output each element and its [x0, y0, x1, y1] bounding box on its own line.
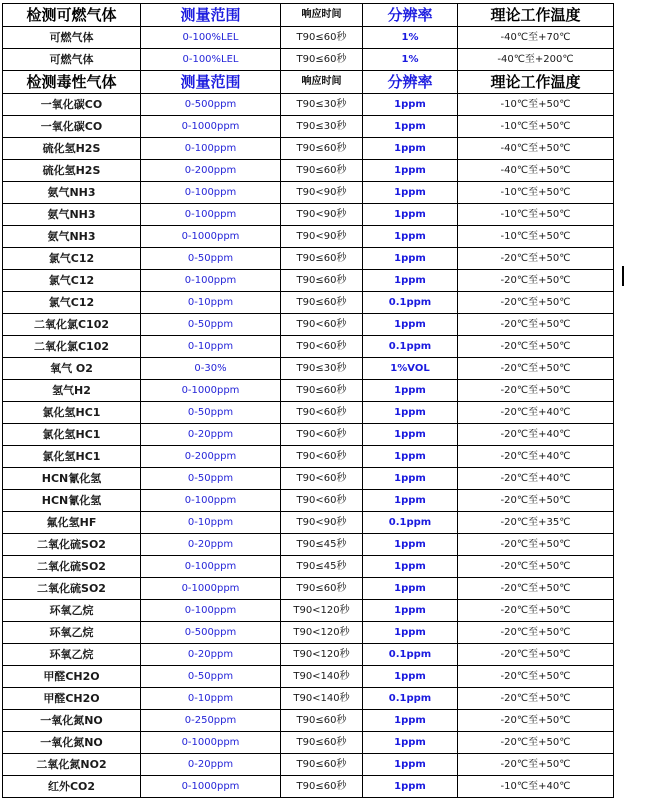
table-row: [3, 622, 614, 644]
working-temperature: -20℃至+50℃: [458, 732, 614, 754]
response-time: T90<90秒: [281, 182, 363, 204]
resolution: 1ppm: [363, 556, 458, 578]
gas-name: 氨气NH3: [3, 226, 141, 248]
working-temperature: -20℃至+50℃: [458, 248, 614, 270]
working-temperature: -40℃至+70℃: [458, 27, 614, 49]
gas-name: 氯化氢HC1: [3, 424, 141, 446]
gas-spec-table-body: [3, 4, 614, 798]
response-time: T90<60秒: [281, 424, 363, 446]
working-temperature: -10℃至+50℃: [458, 204, 614, 226]
table-row: [3, 666, 614, 688]
response-time: T90≤30秒: [281, 94, 363, 116]
measure-range: 0-250ppm: [141, 710, 281, 732]
measure-range: 0-20ppm: [141, 644, 281, 666]
gas-name: HCN氰化氢: [3, 468, 141, 490]
table-row: [3, 314, 614, 336]
measure-range: 0-500ppm: [141, 94, 281, 116]
resolution: 1ppm: [363, 732, 458, 754]
measure-range: 0-100%LEL: [141, 49, 281, 71]
gas-name: 一氧化碳CO: [3, 116, 141, 138]
working-temperature: -20℃至+50℃: [458, 292, 614, 314]
table-row: [3, 116, 614, 138]
resolution: 1ppm: [363, 446, 458, 468]
response-time: T90<90秒: [281, 226, 363, 248]
resolution: 1ppm: [363, 776, 458, 798]
measure-range: 0-100ppm: [141, 204, 281, 226]
table-row: [3, 336, 614, 358]
table-row: [3, 534, 614, 556]
table-row: [3, 204, 614, 226]
gas-name: 硫化氢H2S: [3, 160, 141, 182]
resolution: 1%: [363, 49, 458, 71]
gas-name: 红外CO2: [3, 776, 141, 798]
response-time: T90≤60秒: [281, 754, 363, 776]
measure-range: 0-1000ppm: [141, 776, 281, 798]
measure-range: 0-10ppm: [141, 336, 281, 358]
working-temperature: -20℃至+50℃: [458, 600, 614, 622]
gas-name: 二氧化硫SO2: [3, 534, 141, 556]
resolution: 1ppm: [363, 490, 458, 512]
table-row: [3, 446, 614, 468]
working-temperature: -20℃至+50℃: [458, 314, 614, 336]
gas-name: 可燃气体: [3, 49, 141, 71]
resolution: 1ppm: [363, 182, 458, 204]
table-row: [3, 226, 614, 248]
gas-name: 氨气NH3: [3, 182, 141, 204]
working-temperature: -10℃至+50℃: [458, 116, 614, 138]
response-time: T90≤30秒: [281, 358, 363, 380]
measure-range: 0-30%: [141, 358, 281, 380]
table-row: [3, 556, 614, 578]
gas-name: 一氧化碳CO: [3, 94, 141, 116]
working-temperature: -20℃至+50℃: [458, 270, 614, 292]
working-temperature: -40℃至+200℃: [458, 49, 614, 71]
header-response: 响应时间: [281, 4, 363, 27]
resolution: 1ppm: [363, 226, 458, 248]
response-time: T90<120秒: [281, 622, 363, 644]
gas-name: 氯气C12: [3, 248, 141, 270]
gas-name: 甲醛CH2O: [3, 688, 141, 710]
response-time: T90<60秒: [281, 468, 363, 490]
measure-range: 0-500ppm: [141, 622, 281, 644]
response-time: T90≤45秒: [281, 534, 363, 556]
resolution: 1ppm: [363, 754, 458, 776]
gas-name: 硫化氢H2S: [3, 138, 141, 160]
working-temperature: -20℃至+40℃: [458, 402, 614, 424]
resolution: 1ppm: [363, 402, 458, 424]
working-temperature: -40℃至+50℃: [458, 160, 614, 182]
table-row: [3, 292, 614, 314]
response-time: T90≤60秒: [281, 292, 363, 314]
working-temperature: -40℃至+50℃: [458, 138, 614, 160]
table-row: [3, 688, 614, 710]
measure-range: 0-100ppm: [141, 600, 281, 622]
table-row: [3, 732, 614, 754]
resolution: 1ppm: [363, 138, 458, 160]
gas-name: 氯化氢HC1: [3, 446, 141, 468]
table-row: [3, 424, 614, 446]
response-time: T90≤60秒: [281, 160, 363, 182]
resolution: 1ppm: [363, 534, 458, 556]
response-time: T90≤60秒: [281, 27, 363, 49]
working-temperature: -20℃至+50℃: [458, 336, 614, 358]
gas-name: 二氧化硫SO2: [3, 578, 141, 600]
gas-name: 二氧化氯C102: [3, 336, 141, 358]
table-row: [3, 248, 614, 270]
working-temperature: -20℃至+50℃: [458, 534, 614, 556]
table-row: [3, 358, 614, 380]
response-time: T90<90秒: [281, 512, 363, 534]
measure-range: 0-10ppm: [141, 292, 281, 314]
header-range: 测量范围: [141, 71, 281, 94]
working-temperature: -20℃至+50℃: [458, 666, 614, 688]
measure-range: 0-20ppm: [141, 424, 281, 446]
header-resolution: 分辨率: [363, 4, 458, 27]
table-row: [3, 710, 614, 732]
gas-name: 二氧化氯C102: [3, 314, 141, 336]
response-time: T90<120秒: [281, 644, 363, 666]
working-temperature: -20℃至+50℃: [458, 556, 614, 578]
resolution: 1ppm: [363, 666, 458, 688]
header-gas-type: 检测可燃气体: [3, 4, 141, 27]
table-row: [3, 490, 614, 512]
response-time: T90≤60秒: [281, 710, 363, 732]
header-gas-type: 检测毒性气体: [3, 71, 141, 94]
measure-range: 0-20ppm: [141, 534, 281, 556]
working-temperature: -10℃至+40℃: [458, 776, 614, 798]
response-time: T90<140秒: [281, 666, 363, 688]
working-temperature: -10℃至+50℃: [458, 94, 614, 116]
measure-range: 0-50ppm: [141, 402, 281, 424]
response-time: T90≤60秒: [281, 138, 363, 160]
table-row: [3, 776, 614, 798]
resolution: 1ppm: [363, 116, 458, 138]
gas-name: 氨气NH3: [3, 204, 141, 226]
response-time: T90<60秒: [281, 446, 363, 468]
working-temperature: -20℃至+50℃: [458, 644, 614, 666]
response-time: T90<60秒: [281, 314, 363, 336]
resolution: 1ppm: [363, 468, 458, 490]
response-time: T90≤60秒: [281, 380, 363, 402]
resolution: 1ppm: [363, 600, 458, 622]
response-time: T90<60秒: [281, 402, 363, 424]
response-time: T90≤30秒: [281, 116, 363, 138]
gas-name: 氟化氢HF: [3, 512, 141, 534]
resolution: 1ppm: [363, 160, 458, 182]
response-time: T90≤45秒: [281, 556, 363, 578]
measure-range: 0-100ppm: [141, 270, 281, 292]
table-row: [3, 600, 614, 622]
response-time: T90≤60秒: [281, 49, 363, 71]
gas-name: 氯气C12: [3, 292, 141, 314]
response-time: T90≤60秒: [281, 270, 363, 292]
gas-name: 可燃气体: [3, 27, 141, 49]
measure-range: 0-100ppm: [141, 138, 281, 160]
response-time: T90≤60秒: [281, 248, 363, 270]
resolution: 1ppm: [363, 424, 458, 446]
measure-range: 0-100ppm: [141, 490, 281, 512]
measure-range: 0-1000ppm: [141, 116, 281, 138]
measure-range: 0-50ppm: [141, 248, 281, 270]
table-row: [3, 578, 614, 600]
gas-name: 氯化氢HC1: [3, 402, 141, 424]
resolution: 1ppm: [363, 380, 458, 402]
working-temperature: -20℃至+50℃: [458, 380, 614, 402]
resolution: 1ppm: [363, 710, 458, 732]
measure-range: 0-1000ppm: [141, 380, 281, 402]
measure-range: 0-100ppm: [141, 556, 281, 578]
text-cursor-marker: [622, 266, 624, 286]
resolution: 0.1ppm: [363, 688, 458, 710]
measure-range: 0-1000ppm: [141, 732, 281, 754]
gas-name: 甲醛CH2O: [3, 666, 141, 688]
working-temperature: -20℃至+50℃: [458, 688, 614, 710]
gas-name: 一氧化氮NO: [3, 710, 141, 732]
working-temperature: -20℃至+40℃: [458, 424, 614, 446]
header-resolution: 分辨率: [363, 71, 458, 94]
header-range: 测量范围: [141, 4, 281, 27]
gas-name: 氧气 O2: [3, 358, 141, 380]
combustible-header-row: [3, 4, 614, 27]
response-time: T90<90秒: [281, 204, 363, 226]
gas-name: HCN氰化氢: [3, 490, 141, 512]
resolution: 1ppm: [363, 94, 458, 116]
resolution: 1%: [363, 27, 458, 49]
working-temperature: -20℃至+50℃: [458, 710, 614, 732]
measure-range: 0-100%LEL: [141, 27, 281, 49]
working-temperature: -20℃至+40℃: [458, 446, 614, 468]
table-row: [3, 270, 614, 292]
measure-range: 0-50ppm: [141, 468, 281, 490]
measure-range: 0-200ppm: [141, 446, 281, 468]
resolution: 1ppm: [363, 622, 458, 644]
gas-name: 一氧化氮NO: [3, 732, 141, 754]
resolution: 0.1ppm: [363, 292, 458, 314]
resolution: 1%VOL: [363, 358, 458, 380]
table-row: [3, 380, 614, 402]
gas-name: 二氧化硫SO2: [3, 556, 141, 578]
measure-range: 0-10ppm: [141, 688, 281, 710]
working-temperature: -20℃至+40℃: [458, 468, 614, 490]
gas-spec-table: [2, 3, 614, 798]
measure-range: 0-50ppm: [141, 666, 281, 688]
measure-range: 0-200ppm: [141, 160, 281, 182]
table-row: [3, 754, 614, 776]
response-time: T90≤60秒: [281, 578, 363, 600]
table-row: [3, 160, 614, 182]
header-response: 响应时间: [281, 71, 363, 94]
resolution: 1ppm: [363, 270, 458, 292]
working-temperature: -20℃至+50℃: [458, 754, 614, 776]
gas-name: 环氧乙烷: [3, 600, 141, 622]
table-row: [3, 49, 614, 71]
table-row: [3, 27, 614, 49]
measure-range: 0-100ppm: [141, 182, 281, 204]
resolution: 1ppm: [363, 578, 458, 600]
measure-range: 0-50ppm: [141, 314, 281, 336]
table-row: [3, 468, 614, 490]
working-temperature: -10℃至+50℃: [458, 182, 614, 204]
working-temperature: -20℃至+35℃: [458, 512, 614, 534]
gas-name: 氢气H2: [3, 380, 141, 402]
response-time: T90≤60秒: [281, 776, 363, 798]
working-temperature: -20℃至+50℃: [458, 490, 614, 512]
resolution: 1ppm: [363, 248, 458, 270]
response-time: T90<140秒: [281, 688, 363, 710]
response-time: T90<120秒: [281, 600, 363, 622]
table-row: [3, 138, 614, 160]
resolution: 0.1ppm: [363, 512, 458, 534]
response-time: T90<60秒: [281, 336, 363, 358]
response-time: T90≤60秒: [281, 732, 363, 754]
table-row: [3, 94, 614, 116]
gas-name: 环氧乙烷: [3, 622, 141, 644]
working-temperature: -20℃至+50℃: [458, 578, 614, 600]
gas-name: 环氧乙烷: [3, 644, 141, 666]
measure-range: 0-10ppm: [141, 512, 281, 534]
measure-range: 0-20ppm: [141, 754, 281, 776]
toxic-header-row: [3, 71, 614, 94]
working-temperature: -20℃至+50℃: [458, 358, 614, 380]
response-time: T90<60秒: [281, 490, 363, 512]
table-row: [3, 402, 614, 424]
gas-name: 二氧化氮NO2: [3, 754, 141, 776]
resolution: 0.1ppm: [363, 336, 458, 358]
working-temperature: -20℃至+50℃: [458, 622, 614, 644]
table-row: [3, 512, 614, 534]
header-temperature: 理论工作温度: [458, 4, 614, 27]
resolution: 1ppm: [363, 314, 458, 336]
resolution: 1ppm: [363, 204, 458, 226]
table-row: [3, 644, 614, 666]
resolution: 0.1ppm: [363, 644, 458, 666]
measure-range: 0-1000ppm: [141, 226, 281, 248]
header-temperature: 理论工作温度: [458, 71, 614, 94]
gas-name: 氯气C12: [3, 270, 141, 292]
working-temperature: -10℃至+50℃: [458, 226, 614, 248]
measure-range: 0-1000ppm: [141, 578, 281, 600]
table-row: [3, 182, 614, 204]
